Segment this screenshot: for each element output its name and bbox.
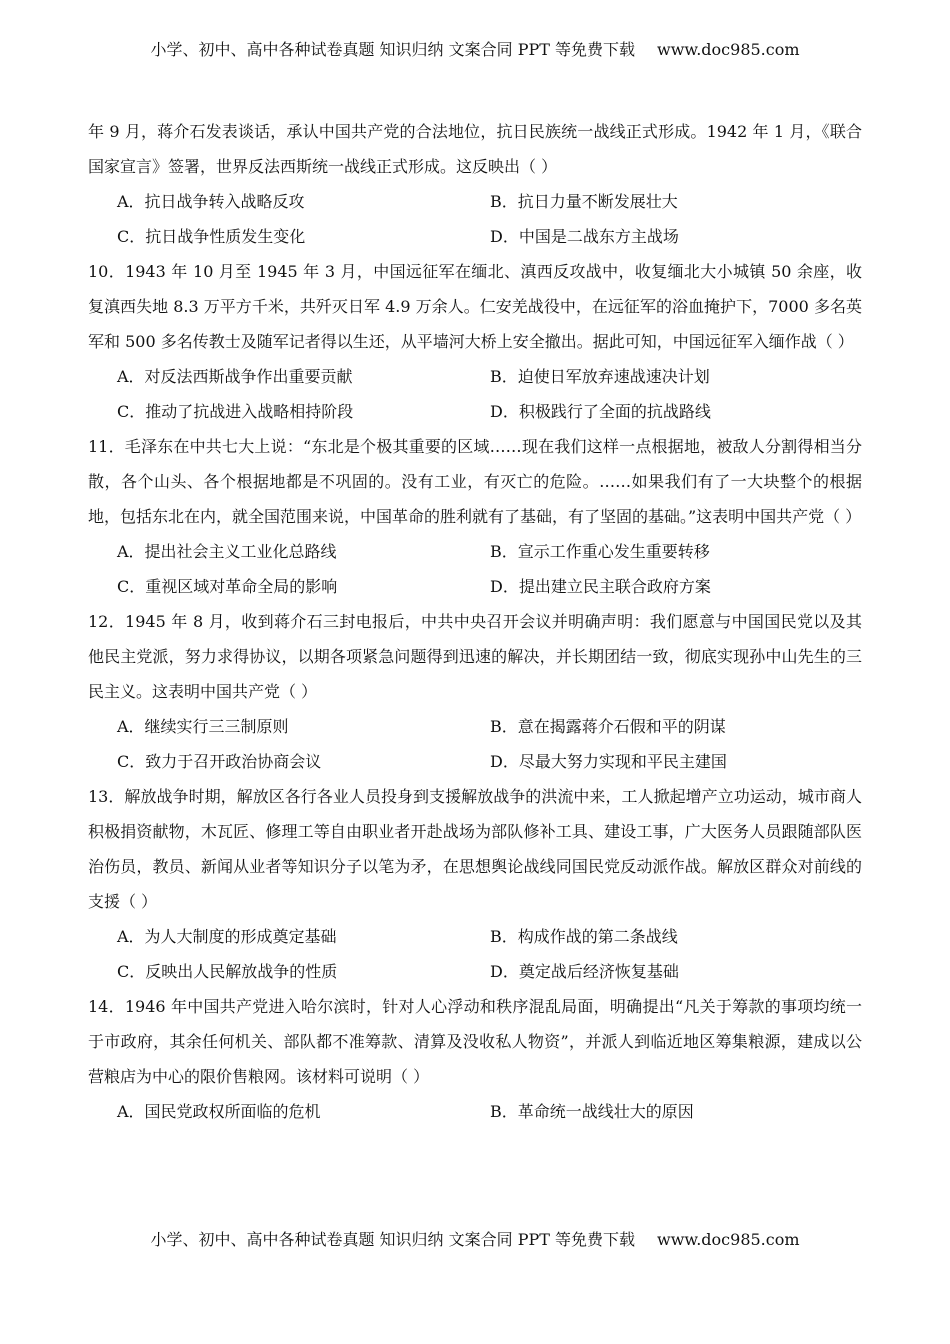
question-14 — [88, 989, 862, 1129]
question-13-option-d: D．奠定战后经济恢复基础 — [490, 962, 679, 981]
question-11-option-d: D．提出建立民主联合政府方案 — [490, 577, 711, 596]
question-14-option-b: B．革命统一战线壮大的原因 — [490, 1102, 694, 1121]
question-12-option-a: A．继续实行三三制原则 — [117, 717, 289, 736]
question-9 — [88, 114, 862, 254]
question-10-option-b: B．迫使日军放弃速战速决计划 — [490, 367, 710, 386]
question-12-stem: 12．1945 年 8 月，收到蒋介石三封电报后，中共中央召开会议并明确声明：我们愿意与中国国民党以及其他民主党派，努力求得协议，以期各项紧急问题得到迅速的解决，并长期团结一致，彻底实现孙中山先生的三民主义。这表明中国共产党（ ） — [88, 612, 862, 701]
question-11-option-a: A．提出社会主义工业化总路线 — [117, 542, 337, 561]
question-11-option-b: B．宣示工作重心发生重要转移 — [490, 542, 710, 561]
question-13-option-a: A．为人大制度的形成奠定基础 — [117, 927, 337, 946]
question-10-stem: 10．1943 年 10 月至 1945 年 3 月，中国远征军在缅北、滇西反攻战中，收复缅北大小城镇 50 余座，收复滇西失地 8.3 万平方千米，共歼灭日军 4.9 万余人。仁安羌战役中，在远征军的浴血掩护下，7000 多名英军和 500 多名传教士及随军记者得以生还，从平墙河大桥上安全撤出。据此可知，中国远征军入缅作战（ ） — [88, 262, 862, 351]
question-11-option-c: C．重视区域对革命全局的影响 — [117, 577, 338, 596]
question-13-option-b: B．构成作战的第二条战线 — [490, 927, 678, 946]
question-9-option-b: B．抗日力量不断发展壮大 — [490, 192, 678, 211]
question-12-option-d: D．尽最大努力实现和平民主建国 — [490, 752, 727, 771]
question-12-option-c: C．致力于召开政治协商会议 — [117, 752, 322, 771]
question-13-stem: 13．解放战争时期，解放区各行各业人员投身到支援解放战争的洪流中来，工人掀起增产立功运动，城市商人积极捐资献物，木瓦匠、修理工等自由职业者开赴战场为部队修补工具、建设工事，广大医务人员跟随部队医治伤员，教员、新闻从业者等知识分子以笔为矛，在思想舆论战线同国民党反动派作战。解放区群众对前线的支援（ ） — [88, 787, 862, 911]
question-11-stem: 11．毛泽东在中共七大上说：“东北是个极其重要的区域……现在我们这样一点根据地，被敌人分割得相当分散，各个山头、各个根据地都是不巩固的。没有工业，有灭亡的危险。……如果我们有了一大块整个的根据地，包括东北在内，就全国范围来说，中国革命的胜利就有了基础，有了坚固的基础。”这表明中国共产党（ ） — [88, 437, 862, 526]
question-10-option-a: A．对反法西斯战争作出重要贡献 — [117, 367, 353, 386]
question-12 — [88, 604, 862, 779]
header-text: 小学、初中、高中各种试卷真题 知识归纳 文案合同 PPT 等免费下载 — [150, 40, 636, 59]
page-footer — [0, 1230, 950, 1250]
footer-site-link[interactable]: www.doc985.com — [657, 1230, 800, 1249]
footer-text: 小学、初中、高中各种试卷真题 知识归纳 文案合同 PPT 等免费下载 — [150, 1230, 636, 1249]
question-9-stem: 年 9 月，蒋介石发表谈话，承认中国共产党的合法地位，抗日民族统一战线正式形成。1942 年 1 月，《联合国家宣言》签署，世界反法西斯统一战线正式形成。这反映出（ ） — [88, 122, 862, 176]
question-9-option-d: D．中国是二战东方主战场 — [490, 227, 679, 246]
question-9-option-a: A．抗日战争转入战略反攻 — [117, 192, 305, 211]
header-site-link[interactable]: www.doc985.com — [657, 40, 800, 59]
question-10-option-d: D．积极践行了全面的抗战路线 — [490, 402, 711, 421]
question-14-stem: 14．1946 年中国共产党进入哈尔滨时，针对人心浮动和秩序混乱局面，明确提出“凡关于筹款的事项均统一于市政府，其余任何机关、部队都不准筹款、清算及没收私人物资”，并派人到临近地区筹集粮源，建成以公营粮店为中心的限价售粮网。该材料可说明（ ） — [88, 997, 862, 1086]
page-header — [0, 40, 950, 60]
question-12-option-b: B．意在揭露蒋介石假和平的阴谋 — [490, 717, 726, 736]
question-9-option-c: C．抗日战争性质发生变化 — [117, 227, 306, 246]
question-10-option-c: C．推动了抗战进入战略相持阶段 — [117, 402, 354, 421]
question-13-option-c: C．反映出人民解放战争的性质 — [117, 962, 338, 981]
question-14-option-a: A．国民党政权所面临的危机 — [117, 1102, 321, 1121]
question-10 — [88, 254, 862, 429]
question-list — [88, 114, 862, 1129]
question-13 — [88, 779, 862, 989]
question-11 — [88, 429, 862, 604]
